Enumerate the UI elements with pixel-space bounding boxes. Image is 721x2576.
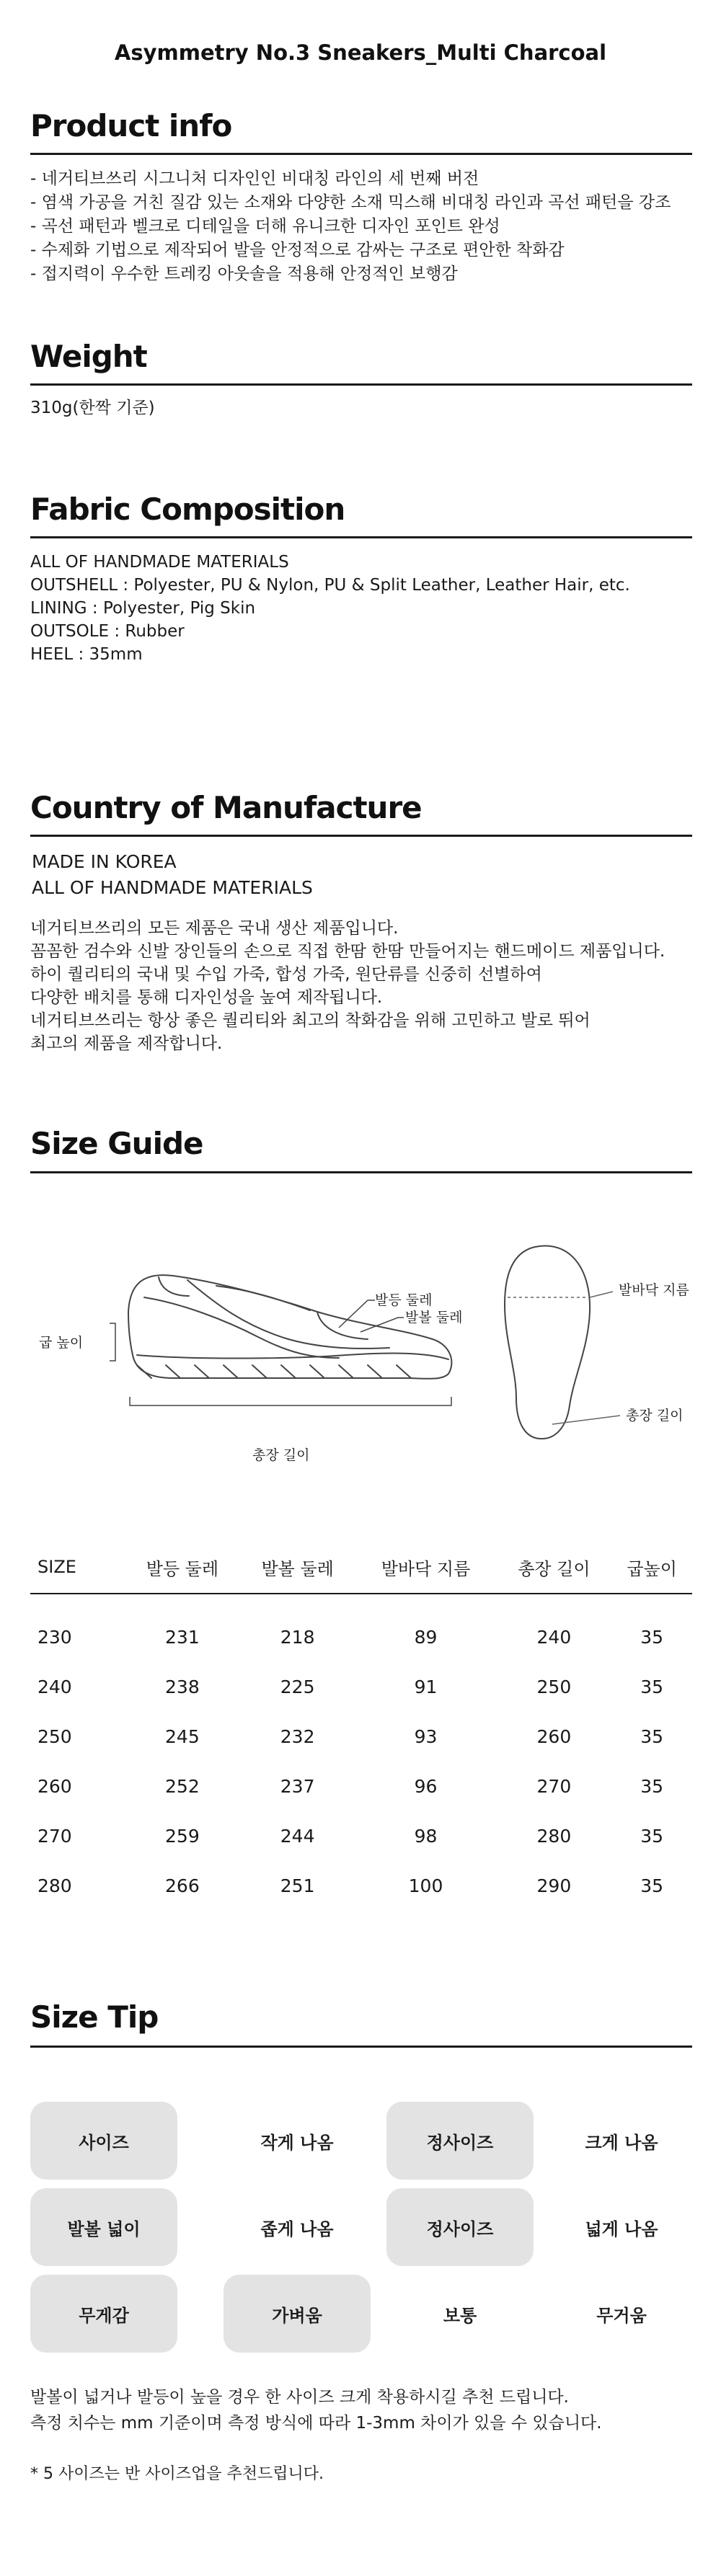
country-origin-block [32,849,313,901]
size-guide-heading: Size Guide [30,1126,203,1161]
table-cell: 266 [165,1875,200,1896]
table-cell: 260 [536,1726,572,1747]
size-tip-footnote: * 5 사이즈는 반 사이즈업을 추천드립니다. [30,2465,324,2483]
total-length-label-side: 총장 길이 [252,1447,310,1463]
table-cell: 100 [408,1875,443,1896]
table-cell: 96 [414,1776,438,1797]
product-title: Asymmetry No.3 Sneakers_Multi Charcoal [114,40,607,65]
size-tip-heading: Size Tip [30,1999,159,2035]
table-cell: 290 [536,1875,572,1896]
total-length-label-bottom: 총장 길이 [626,1408,684,1424]
size-tip-category: 무게감 [30,2275,177,2353]
product-info-list [30,167,671,286]
sole-width-leader [508,1292,613,1297]
product-info-line: - 곡선 패턴과 벨크로 디테일을 더해 유니크한 디자인 포인트 완성 [30,217,500,236]
table-cell: 35 [640,1627,664,1648]
product-info-heading: Product info [30,108,232,143]
table-cell: 270 [37,1826,72,1847]
size-tip-option: 보통 [443,2305,477,2326]
fabric-line: HEEL : 35mm [30,645,143,664]
table-cell: 93 [414,1726,438,1747]
fabric-line: LINING : Polyester, Pig Skin [30,599,256,618]
size-table-header: 총장 길이 [497,1541,612,1594]
instep-girth-label: 발등 둘레 [375,1292,433,1308]
country-desc-line: 다양한 배치를 통해 디자인성을 높여 제작됩니다. [30,988,383,1007]
country-desc-line: 최고의 제품을 제작합니다. [30,1034,223,1053]
size-table-header: 발바닥 지름 [355,1541,497,1594]
size-table-header: SIZE [30,1541,125,1594]
heel-height-label: 굽 높이 [39,1335,84,1351]
shoe-side-view-illustration [128,1275,451,1379]
size-table [30,1541,692,1911]
weight-value: 310g(한짝 기준) [30,399,155,417]
table-cell: 98 [414,1826,438,1847]
size-tip-note: 발볼이 넓거나 발등이 높을 경우 한 사이즈 크게 착용하시길 추천 드립니다. [30,2388,569,2407]
shoe-measurement-diagram [0,1211,721,1485]
size-table-header-row [30,1541,692,1594]
table-row [30,1594,692,1662]
table-cell: 230 [37,1627,72,1648]
product-info-line: - 수제화 기법으로 제작되어 발을 안정적으로 감싸는 구조로 편안한 착화감 [30,241,565,259]
fabric-list [30,551,630,666]
table-cell: 232 [280,1726,315,1747]
size-guide-divider [30,1171,692,1173]
table-cell: 270 [536,1776,572,1797]
table-cell: 237 [280,1776,315,1797]
weight-heading: Weight [30,339,147,374]
table-row [30,1662,692,1712]
handmade-label: ALL OF HANDMADE MATERIALS [32,877,313,898]
table-cell: 35 [640,1826,664,1847]
country-divider [30,835,692,837]
table-cell: 238 [165,1676,200,1697]
table-cell: 35 [640,1676,664,1697]
table-cell: 91 [414,1676,438,1697]
table-cell: 252 [165,1776,200,1797]
table-row [30,1712,692,1762]
size-tip-option: 넓게 나옴 [585,2219,658,2239]
product-info-line: - 접지력이 우수한 트레킹 아웃솔을 적용해 안정적인 보행감 [30,265,458,283]
table-cell: 251 [280,1875,315,1896]
size-table-header: 발등 둘레 [125,1541,240,1594]
size-tip-option: 좁게 나옴 [260,2219,334,2239]
size-table-header: 발볼 둘레 [240,1541,355,1594]
country-desc-line: 네거티브쓰리의 모든 제품은 국내 생산 제품입니다. [30,919,399,938]
size-tip-category: 발볼 넓이 [30,2188,177,2266]
table-cell: 245 [165,1726,200,1747]
size-tip-option-selected: 정사이즈 [386,2188,534,2266]
fabric-line: OUTSOLE : Rubber [30,622,185,641]
fabric-line: OUTSHELL : Polyester, PU & Nylon, PU & Split Leather, Leather Hair, etc. [30,576,630,595]
table-cell: 35 [640,1875,664,1896]
country-heading: Country of Manufacture [30,790,422,825]
product-info-divider [30,153,692,155]
size-tip-footnote-block [30,2462,324,2486]
table-row [30,1762,692,1811]
table-cell: 35 [640,1726,664,1747]
table-cell: 240 [37,1676,72,1697]
table-cell: 260 [37,1776,72,1797]
country-desc-line: 꼼꼼한 검수와 신발 장인들의 손으로 직접 한땀 한땀 만들어지는 핸드메이드 제품입니다. [30,942,665,961]
size-tip-option-selected: 가벼움 [224,2275,371,2353]
size-tip-divider [30,2046,692,2048]
table-cell: 280 [536,1826,572,1847]
size-table-header: 굽높이 [611,1541,692,1594]
weight-text-block [30,396,155,420]
table-cell: 259 [165,1826,200,1847]
heel-height-bracket [110,1323,115,1361]
table-cell: 225 [280,1676,315,1697]
size-tip-notes [30,2384,602,2436]
country-description [30,917,665,1055]
fabric-line: ALL OF HANDMADE MATERIALS [30,553,289,572]
table-cell: 250 [37,1726,72,1747]
size-tip-option: 무거움 [596,2305,647,2326]
sole-width-label: 발바닥 지름 [619,1282,689,1298]
table-row [30,1811,692,1861]
table-cell: 250 [536,1676,572,1697]
weight-divider [30,383,692,386]
size-tip-category: 사이즈 [30,2102,177,2180]
table-cell: 244 [280,1826,315,1847]
total-length-bracket [130,1397,451,1405]
table-cell: 240 [536,1627,572,1648]
table-cell: 218 [280,1627,315,1648]
size-tip-option-selected: 정사이즈 [386,2102,534,2180]
fabric-divider [30,536,692,538]
size-tip-option: 크게 나옴 [585,2132,658,2153]
product-info-line: - 염색 가공을 거친 질감 있는 소재와 다양한 소재 믹스해 비대칭 라인과 곡선 패턴을 강조 [30,193,671,212]
country-desc-line: 하이 퀄리티의 국내 및 수입 가죽, 합성 가죽, 원단류를 신중히 선별하여 [30,965,542,984]
fabric-heading: Fabric Composition [30,492,345,527]
table-cell: 280 [37,1875,72,1896]
sole-length-leader [552,1416,620,1424]
size-tip-note: 측정 치수는 mm 기준이며 측정 방식에 따라 1-3mm 차이가 있을 수 있습니다. [30,2414,602,2433]
size-tip-option: 작게 나옴 [260,2132,334,2153]
table-cell: 231 [165,1627,200,1648]
table-row [30,1861,692,1911]
product-info-line: - 네거티브쓰리 시그니처 디자인인 비대칭 라인의 세 번째 버전 [30,169,479,188]
table-cell: 89 [414,1627,438,1648]
ball-girth-label: 발볼 둘레 [405,1310,463,1325]
shoe-sole-outline [505,1245,590,1439]
made-in-label: MADE IN KOREA [32,851,177,872]
country-desc-line: 네거티브쓰리는 항상 좋은 퀄리티와 최고의 착화감을 위해 고민하고 발로 뛰어 [30,1011,590,1030]
table-cell: 35 [640,1776,664,1797]
